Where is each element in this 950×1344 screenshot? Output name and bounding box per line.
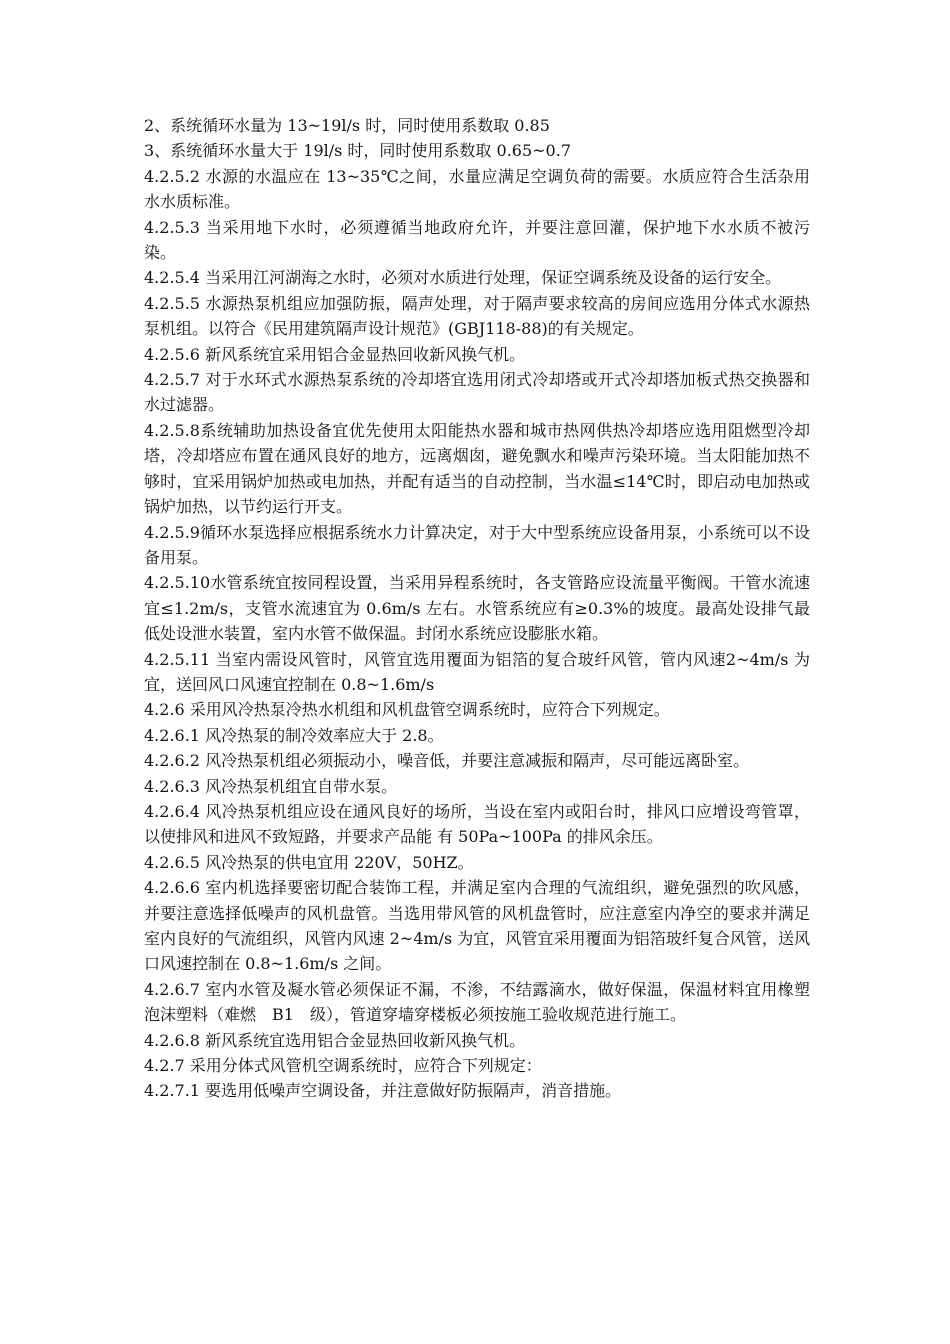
paragraph-1: 2、系统循环水量为 13~19l/s 时，同时使用系数取 0.85 [144, 116, 550, 135]
paragraph-8: 4.2.5.7 对于水环式水源热泵系统的冷却塔宜选用闭式冷却塔或开式冷却塔加板式热交换器和水过滤器。 [144, 370, 810, 415]
paragraph-7: 4.2.5.6 新风系统宜采用铝合金显热回收新风换气机。 [144, 344, 526, 364]
paragraph-19: 4.2.6.6 室内机选择要密切配合装饰工程，并满足室内合理的气流组织，避免强烈的吹风感，并要注意选择低噪声的风机盘管。当选用带风管的风机盘管时，应注意室内净空的要求并满足室内良好的气流组织，风管内风速 2~4m/s 为宜，风管宜采用覆面为铝箔玻纤复合风管，送风口风速控制在 0.8~1.6m/s 之间。 [144, 878, 810, 974]
paragraph-10: 4.2.5.9循环水泵选择应根据系统水力计算决定，对于大中型系统应设备用泵，小系统可以不设备用泵。 [144, 522, 810, 567]
paragraph-2: 3、系统循环水量大于 19l/s 时，同时使用系数取 0.65~0.7 [144, 141, 571, 161]
paragraph-20: 4.2.6.7 室内水管及凝水管必须保证不漏，不渗，不结露滴水，做好保温，保温材料宜用橡塑泡沫塑料（难燃 B1 级），管道穿墙穿楼板必须按施工验收规范进行施工。 [144, 979, 810, 1025]
paragraph-16: 4.2.6.3 风冷热泵机组宜自带水泵。 [144, 776, 398, 796]
paragraph-13: 4.2.6 采用风冷热泵冷热水机组和风机盘管空调系统时，应符合下列规定。 [144, 700, 670, 720]
paragraph-17: 4.2.6.4 风冷热泵机组应设在通风良好的场所，当设在室内或阳台时，排风口应增设弯管罩，以使排风和进风不致短路，并要求产品能 有 50Pa~100Pa 的排风余压。 [144, 801, 810, 847]
paragraph-11: 4.2.5.10水管系统宜按同程设置，当采用异程系统时，各支管路应设流量平衡阀。干管水流速宜≤1.2m/s，支管水流速宜为 0.6m/s 左右。水管系统应有≥0.3%的坡度。最高处设排气最低处设泄水装置，室内水管不做保温。封闭水系统应设膨胀水箱。 [144, 573, 810, 644]
paragraph-15: 4.2.6.2 风冷热泵机组必须振动小，噪音低，并要注意减振和隔声，尽可能远离卧室。 [144, 751, 750, 771]
paragraph-18: 4.2.6.5 风冷热泵的供电宜用 220V，50HZ。 [144, 852, 474, 872]
paragraph-4: 4.2.5.3 当采用地下水时，必须遵循当地政府允许，并要注意回灌，保护地下水水质不被污染。 [144, 217, 810, 263]
paragraph-6: 4.2.5.5 水源热泵机组应加强防振，隔声处理，对于隔声要求较高的房间应选用分体式水源热泵机组。以符合《民用建筑隔声设计规范》(GBJ118-88)的有关规定。 [144, 293, 810, 339]
document-body [144, 113, 810, 1104]
paragraph-22: 4.2.7 采用分体式风管机空调系统时，应符合下列规定： [144, 1056, 542, 1076]
paragraph-5: 4.2.5.4 当采用江河湖海之水时，必须对水质进行处理，保证空调系统及设备的运行安全。 [144, 268, 782, 288]
paragraph-3: 4.2.5.2 水源的水温应在 13~35℃之间，水量应满足空调负荷的需要。水质应符合生活杂用水水质标准。 [144, 166, 810, 212]
paragraph-9: 4.2.5.8系统辅助加热设备宜优先使用太阳能热水器和城市热网供热冷却塔应选用阻燃型冷却塔，冷却塔应布置在通风良好的地方，远离烟囱，避免飘水和噪声污染环境。当太阳能加热不够时，宜采用锅炉加热或电加热，并配有适当的自动控制，当水温≤14℃时，即启动电加热或锅炉加热，以节约运行开支。 [144, 420, 810, 517]
paragraph-12: 4.2.5.11 当室内需设风管时，风管宜选用覆面为铝箔的复合玻纤风管，管内风速2~4m/s 为宜，送回风口风速宜控制在 0.8~1.6m/s [144, 649, 810, 694]
paragraph-23: 4.2.7.1 要选用低噪声空调设备，并注意做好防振隔声，消音措施。 [144, 1081, 622, 1101]
paragraph-14: 4.2.6.1 风冷热泵的制冷效率应大于 2.8。 [144, 725, 444, 745]
paragraph-21: 4.2.6.8 新风系统宜选用铝合金显热回收新风换气机。 [144, 1030, 526, 1050]
